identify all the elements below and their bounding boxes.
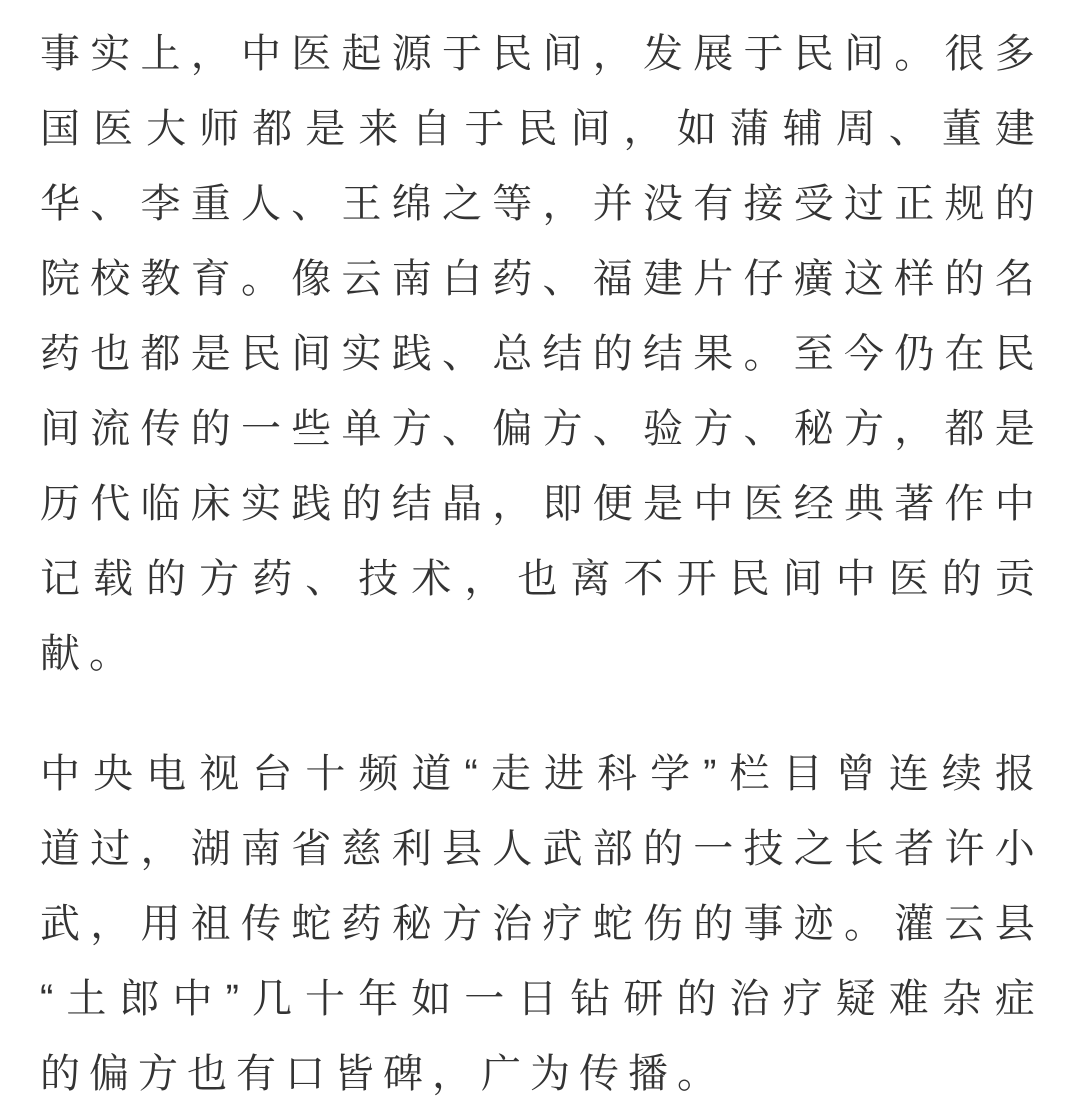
glyph: 离 [570, 557, 611, 601]
glyph: 师 [199, 107, 240, 151]
glyph: 年 [358, 977, 399, 1021]
glyph: “ [464, 752, 478, 796]
glyph: 之 [793, 827, 834, 871]
glyph: 些 [291, 407, 332, 451]
glyph: 的 [592, 332, 633, 376]
glyph: 方 [844, 407, 884, 451]
glyph: 民 [241, 332, 281, 376]
glyph: 都 [252, 107, 293, 151]
glyph: 绵 [391, 182, 432, 226]
glyph: 省 [291, 827, 332, 871]
glyph: 连 [888, 752, 929, 796]
glyph: 方 [542, 407, 583, 451]
glyph: 重 [190, 182, 231, 226]
glyph: 是 [643, 482, 683, 526]
glyph: ， [542, 182, 583, 226]
text-line [40, 167, 1035, 242]
glyph: 目 [782, 752, 823, 796]
glyph: 学 [650, 752, 691, 796]
glyph: 民 [994, 332, 1035, 376]
glyph: 没 [643, 182, 683, 226]
glyph: 即 [542, 482, 583, 526]
glyph: 辅 [782, 107, 823, 151]
glyph: 进 [543, 752, 584, 796]
text-line [40, 242, 1035, 317]
glyph: 间 [570, 107, 611, 151]
glyph: 一 [693, 827, 734, 871]
glyph: 著 [894, 482, 935, 526]
glyph: 验 [643, 407, 683, 451]
glyph: 药 [341, 902, 382, 946]
glyph: 偏 [492, 407, 533, 451]
glyph: 的 [944, 257, 985, 301]
glyph: 这 [844, 257, 884, 301]
glyph: 的 [994, 182, 1035, 226]
glyph: 方 [199, 557, 240, 601]
glyph: 校 [90, 257, 131, 301]
glyph: 董 [941, 107, 982, 151]
glyph: 等 [492, 182, 533, 226]
glyph: 一 [241, 407, 281, 451]
paragraph-2 [40, 737, 1035, 1112]
glyph: ， [140, 827, 181, 871]
glyph: 栏 [729, 752, 770, 796]
glyph: 的 [643, 827, 683, 871]
glyph: 、 [291, 182, 332, 226]
glyph: 几 [251, 977, 292, 1021]
glyph: 果 [693, 332, 734, 376]
glyph: 十 [305, 977, 346, 1021]
glyph: 蛇 [291, 902, 332, 946]
glyph: 续 [941, 752, 982, 796]
glyph: 大 [146, 107, 187, 151]
glyph: 开 [676, 557, 717, 601]
glyph: 祖 [190, 902, 231, 946]
glyph: 便 [592, 482, 633, 526]
glyph: 国 [40, 107, 80, 151]
glyph: 。 [844, 902, 884, 946]
glyph: 间 [782, 557, 823, 601]
glyph: 县 [994, 902, 1035, 946]
glyph: 传 [140, 407, 181, 451]
glyph: 像 [291, 257, 332, 301]
text-line [40, 467, 1035, 542]
glyph: 道 [40, 827, 80, 871]
glyph: 于 [743, 32, 784, 76]
glyph: 也 [517, 557, 558, 601]
glyph: 、 [305, 557, 346, 601]
glyph: 的 [190, 407, 231, 451]
glyph: ， [90, 902, 131, 946]
glyph: ， [492, 482, 533, 526]
glyph: 都 [140, 332, 181, 376]
glyph: 央 [93, 752, 134, 796]
glyph: 视 [199, 752, 240, 796]
text-line [40, 542, 1035, 617]
glyph: 福 [592, 257, 633, 301]
text-line [40, 17, 1035, 92]
glyph: 片 [693, 257, 734, 301]
glyph: ， [592, 32, 633, 76]
glyph: 云 [944, 902, 985, 946]
text-line: 献。 [40, 632, 138, 676]
glyph: 科 [597, 752, 638, 796]
glyph: “ [40, 977, 54, 1021]
glyph: 也 [90, 332, 131, 376]
glyph: 是 [305, 107, 346, 151]
glyph: 名 [994, 257, 1035, 301]
text-line [40, 962, 1035, 1037]
glyph: 方 [693, 407, 734, 451]
glyph: 华 [40, 182, 80, 226]
glyph: 白 [442, 257, 482, 301]
glyph: 郎 [119, 977, 160, 1021]
glyph: 云 [341, 257, 382, 301]
glyph: 药 [252, 557, 293, 601]
glyph: 杂 [941, 977, 982, 1021]
glyph: 都 [944, 407, 985, 451]
glyph: 之 [442, 182, 482, 226]
glyph: 迹 [793, 902, 834, 946]
glyph: 正 [894, 182, 935, 226]
glyph: 癀 [793, 257, 834, 301]
glyph: 蒲 [729, 107, 770, 151]
glyph: 典 [844, 482, 884, 526]
glyph: 慈 [341, 827, 382, 871]
glyph: 症 [994, 977, 1035, 1021]
glyph: 秘 [793, 407, 834, 451]
glyph: 利 [391, 827, 432, 871]
glyph: 间 [291, 332, 332, 376]
glyph: 仔 [743, 257, 784, 301]
glyph: 践 [391, 332, 432, 376]
glyph: ， [190, 32, 231, 76]
glyph: 晶 [442, 482, 482, 526]
glyph: 践 [291, 482, 332, 526]
glyph: 者 [894, 827, 935, 871]
glyph: 中 [40, 752, 80, 796]
glyph: 、 [592, 407, 633, 451]
glyph: 流 [90, 407, 131, 451]
glyph: 伤 [643, 902, 683, 946]
glyph: 土 [66, 977, 107, 1021]
glyph: 总 [492, 332, 533, 376]
glyph: 药 [40, 332, 80, 376]
glyph: 中 [172, 977, 213, 1021]
glyph: 小 [994, 827, 1035, 871]
glyph: 间 [844, 32, 884, 76]
glyph: ， [623, 107, 664, 151]
glyph: 民 [517, 107, 558, 151]
glyph: 单 [341, 407, 382, 451]
glyph: 、 [442, 407, 482, 451]
glyph: 十 [305, 752, 346, 796]
glyph: 部 [592, 827, 633, 871]
glyph: 不 [623, 557, 664, 601]
glyph: 事 [743, 902, 784, 946]
glyph: 的 [941, 557, 982, 601]
glyph: 如 [411, 977, 452, 1021]
glyph: 结 [391, 482, 432, 526]
glyph: 传 [241, 902, 281, 946]
glyph: 有 [693, 182, 734, 226]
glyph: 是 [994, 407, 1035, 451]
glyph: 代 [90, 482, 131, 526]
glyph: 李 [140, 182, 181, 226]
glyph: 源 [391, 32, 432, 76]
glyph: 的 [341, 482, 382, 526]
glyph: 医 [743, 482, 784, 526]
glyph: 疑 [835, 977, 876, 1021]
text-line [40, 392, 1035, 467]
glyph: 受 [793, 182, 834, 226]
glyph: 民 [729, 557, 770, 601]
glyph: 的 [676, 977, 717, 1021]
glyph: 。 [894, 32, 935, 76]
glyph: 药 [492, 257, 533, 301]
glyph: ， [894, 407, 935, 451]
glyph: 历 [40, 482, 80, 526]
glyph: 的 [146, 557, 187, 601]
glyph: 中 [835, 557, 876, 601]
glyph: 过 [90, 827, 131, 871]
glyph: 疗 [542, 902, 583, 946]
glyph: 床 [190, 482, 231, 526]
glyph: 间 [40, 407, 80, 451]
glyph: 接 [743, 182, 784, 226]
glyph: 民 [492, 32, 533, 76]
glyph: 育 [190, 257, 231, 301]
glyph: 钻 [570, 977, 611, 1021]
glyph: 长 [844, 827, 884, 871]
glyph: 发 [643, 32, 683, 76]
glyph: ， [464, 557, 505, 601]
glyph: 的 [693, 902, 734, 946]
glyph: 至 [793, 332, 834, 376]
glyph: 中 [693, 482, 734, 526]
glyph: 院 [40, 257, 80, 301]
text-line [40, 812, 1035, 887]
glyph: 临 [140, 482, 181, 526]
glyph: 治 [492, 902, 533, 946]
glyph: 来 [358, 107, 399, 151]
glyph: 上 [140, 32, 181, 76]
glyph: 南 [391, 257, 432, 301]
glyph: 人 [492, 827, 533, 871]
glyph: 治 [729, 977, 770, 1021]
glyph: 南 [241, 827, 281, 871]
glyph: 电 [146, 752, 187, 796]
glyph: 走 [490, 752, 531, 796]
glyph: 展 [693, 32, 734, 76]
glyph: 许 [944, 827, 985, 871]
glyph: 研 [623, 977, 664, 1021]
glyph: 是 [190, 332, 231, 376]
glyph: 、 [743, 407, 784, 451]
glyph: 蛇 [592, 902, 633, 946]
glyph: 中 [241, 32, 281, 76]
glyph: 疗 [782, 977, 823, 1021]
glyph: 起 [341, 32, 382, 76]
glyph: 、 [888, 107, 929, 151]
glyph: 道 [411, 752, 452, 796]
glyph: 灌 [894, 902, 935, 946]
glyph: 技 [358, 557, 399, 601]
glyph: 方 [442, 902, 482, 946]
glyph: 结 [643, 332, 683, 376]
text-line [40, 92, 1035, 167]
glyph: 实 [241, 482, 281, 526]
glyph: 作 [944, 482, 985, 526]
glyph: 频 [358, 752, 399, 796]
glyph: 曾 [835, 752, 876, 796]
glyph: 民 [793, 32, 834, 76]
glyph: 事 [40, 32, 80, 76]
glyph: 医 [888, 557, 929, 601]
glyph: 规 [944, 182, 985, 226]
glyph: 医 [93, 107, 134, 151]
glyph: 难 [888, 977, 929, 1021]
glyph: 台 [252, 752, 293, 796]
glyph: 教 [140, 257, 181, 301]
text-line [40, 317, 1035, 392]
glyph: 、 [90, 182, 131, 226]
glyph: 、 [442, 332, 482, 376]
text-line: 的偏方也有口皆碑，广为传播。 [40, 1052, 726, 1096]
glyph: 方 [391, 407, 432, 451]
glyph: 医 [291, 32, 332, 76]
glyph: 今 [844, 332, 884, 376]
glyph: 结 [542, 332, 583, 376]
glyph: 技 [743, 827, 784, 871]
glyph: 人 [241, 182, 281, 226]
glyph: 过 [844, 182, 884, 226]
glyph: 样 [894, 257, 935, 301]
glyph: 日 [517, 977, 558, 1021]
glyph: 建 [643, 257, 683, 301]
glyph: 很 [944, 32, 985, 76]
glyph: 秘 [391, 902, 432, 946]
glyph: 自 [411, 107, 452, 151]
glyph: 实 [90, 32, 131, 76]
text-line [40, 737, 1035, 812]
glyph: 于 [442, 32, 482, 76]
glyph: 湖 [190, 827, 231, 871]
glyph: 在 [944, 332, 985, 376]
glyph: 载 [93, 557, 134, 601]
glyph: 建 [994, 107, 1035, 151]
glyph: 一 [464, 977, 505, 1021]
glyph: 。 [743, 332, 784, 376]
glyph: 县 [442, 827, 482, 871]
text-line [40, 887, 1035, 962]
glyph: 多 [994, 32, 1035, 76]
glyph: 用 [140, 902, 181, 946]
article-body [40, 17, 1035, 1112]
glyph: 报 [994, 752, 1035, 796]
glyph: 实 [341, 332, 382, 376]
glyph: ” [703, 752, 717, 796]
glyph: 贡 [994, 557, 1035, 601]
glyph: 间 [542, 32, 583, 76]
glyph: 并 [592, 182, 633, 226]
glyph: 周 [835, 107, 876, 151]
glyph: 记 [40, 557, 80, 601]
paragraph-1 [40, 17, 1035, 692]
glyph: 、 [542, 257, 583, 301]
glyph: 武 [542, 827, 583, 871]
glyph: 于 [464, 107, 505, 151]
glyph: 王 [341, 182, 382, 226]
glyph: 仍 [894, 332, 935, 376]
glyph: 经 [793, 482, 834, 526]
glyph: 中 [994, 482, 1035, 526]
glyph: 如 [676, 107, 717, 151]
glyph: ” [225, 977, 239, 1021]
glyph: 术 [411, 557, 452, 601]
glyph: 武 [40, 902, 80, 946]
glyph: 。 [241, 257, 281, 301]
